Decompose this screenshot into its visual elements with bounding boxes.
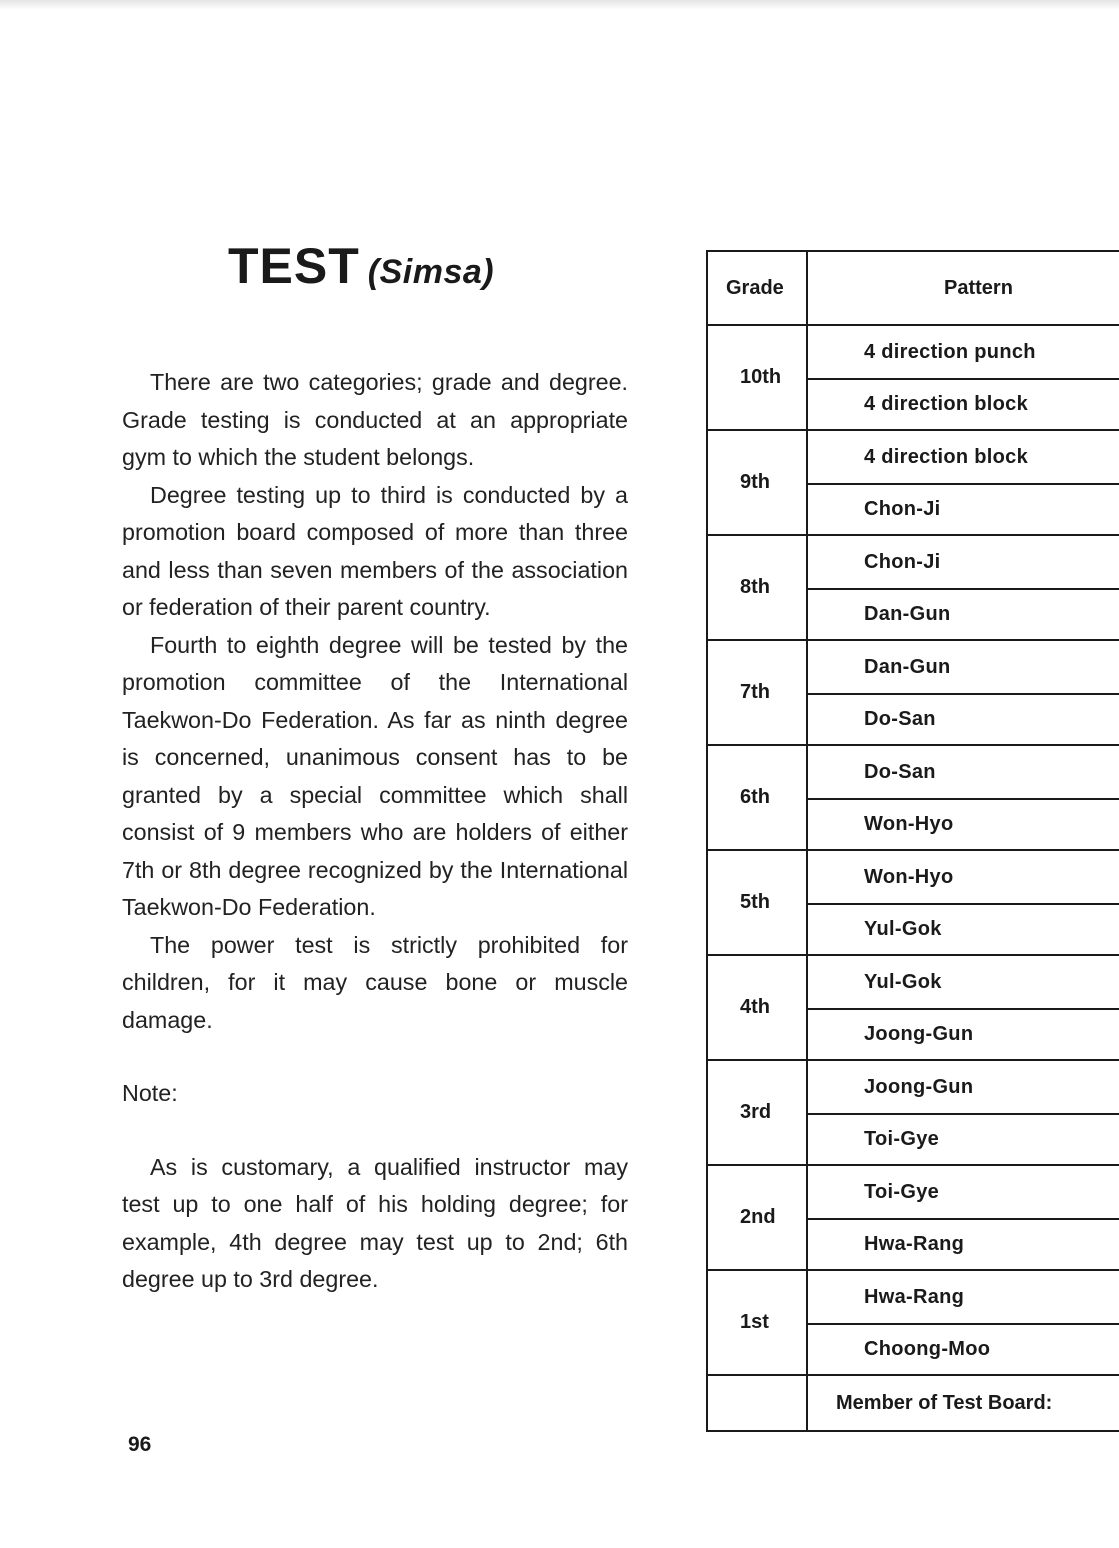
pattern-cell: Yul-Gok [807, 904, 1119, 955]
header-grade: Grade [707, 251, 807, 325]
table-row [707, 1270, 1119, 1324]
grade-cell: 5th [707, 850, 807, 955]
pattern-cell: Yul-Gok [807, 955, 1119, 1009]
footer-empty-cell [707, 1375, 807, 1431]
table-row [707, 535, 1119, 589]
grade-pattern-table [706, 250, 1119, 1432]
grade-cell: 1st [707, 1270, 807, 1375]
grade-cell: 4th [707, 955, 807, 1060]
table-header-row [707, 251, 1119, 325]
table-row [707, 955, 1119, 1009]
grade-cell: 7th [707, 640, 807, 745]
page-title [228, 236, 494, 302]
table-row [707, 745, 1119, 799]
pattern-cell: Toi-Gye [807, 1165, 1119, 1219]
title-subtitle: (Simsa) [367, 253, 495, 291]
body-text [122, 364, 628, 1299]
paragraph-categories: There are two categories; grade and degree. Grade testing is conducted at an appropriate gym to which the student belongs. [122, 369, 628, 470]
note-label: Note: [122, 1080, 178, 1106]
grade-cell: 8th [707, 535, 807, 640]
pattern-cell: Won-Hyo [807, 850, 1119, 904]
table-row [707, 325, 1119, 379]
paragraph-degree-testing: Degree testing up to third is conducted by a promotion board composed of more than three and less than seven members of the association or federation of their parent country. [122, 481, 628, 620]
grade-cell: 9th [707, 430, 807, 535]
table-row [707, 1165, 1119, 1219]
note-text: As is customary, a qualified instructor may test up to one half of his holding degree; for example, 4th degree may test up to 2nd; 6th degree up to 3rd degree. [122, 1153, 628, 1292]
pattern-cell: Joong-Gun [807, 1060, 1119, 1114]
page-number: 96 [128, 1433, 152, 1456]
pattern-cell: Dan-Gun [807, 589, 1119, 640]
table-row [707, 850, 1119, 904]
title-main: TEST [228, 238, 360, 294]
table-row [707, 640, 1119, 694]
pattern-cell: Hwa-Rang [807, 1219, 1119, 1270]
pattern-cell: 4 direction punch [807, 325, 1119, 379]
pattern-cell: Won-Hyo [807, 799, 1119, 850]
header-pattern: Pattern [807, 251, 1119, 325]
table-footer-row [707, 1375, 1119, 1431]
pattern-cell: Hwa-Rang [807, 1270, 1119, 1324]
paragraph-power-test: The power test is strictly prohibited for children, for it may cause bone or muscle damage. [122, 931, 628, 1033]
grade-cell: 10th [707, 325, 807, 430]
pattern-cell: 4 direction block [807, 430, 1119, 484]
pattern-cell: Chon-Ji [807, 535, 1119, 589]
table-row [707, 430, 1119, 484]
pattern-cell: Joong-Gun [807, 1009, 1119, 1060]
pattern-cell: Toi-Gye [807, 1114, 1119, 1165]
pattern-cell: Do-San [807, 694, 1119, 745]
grade-cell: 3rd [707, 1060, 807, 1165]
grade-cell: 2nd [707, 1165, 807, 1270]
grade-cell: 6th [707, 745, 807, 850]
test-board-label: Member of Test Board: [807, 1375, 1119, 1431]
pattern-cell: Do-San [807, 745, 1119, 799]
table-body [707, 325, 1119, 1431]
pattern-cell: Chon-Ji [807, 484, 1119, 535]
pattern-cell: Dan-Gun [807, 640, 1119, 694]
pattern-cell: Choong-Moo [807, 1324, 1119, 1375]
paragraph-higher-degrees: Fourth to eighth degree will be tested by the promotion committee of the International Taekwon-Do Federation. As far as ninth degree is concerned, unanimous consent has to be granted by a special committee which shall consist of 9 members who are holders of either 7th or 8th degree recognized by the International Taekwon-Do Federation. [122, 631, 628, 920]
pattern-cell: 4 direction block [807, 379, 1119, 430]
page-top-shading [0, 0, 1119, 10]
table-row [707, 1060, 1119, 1114]
